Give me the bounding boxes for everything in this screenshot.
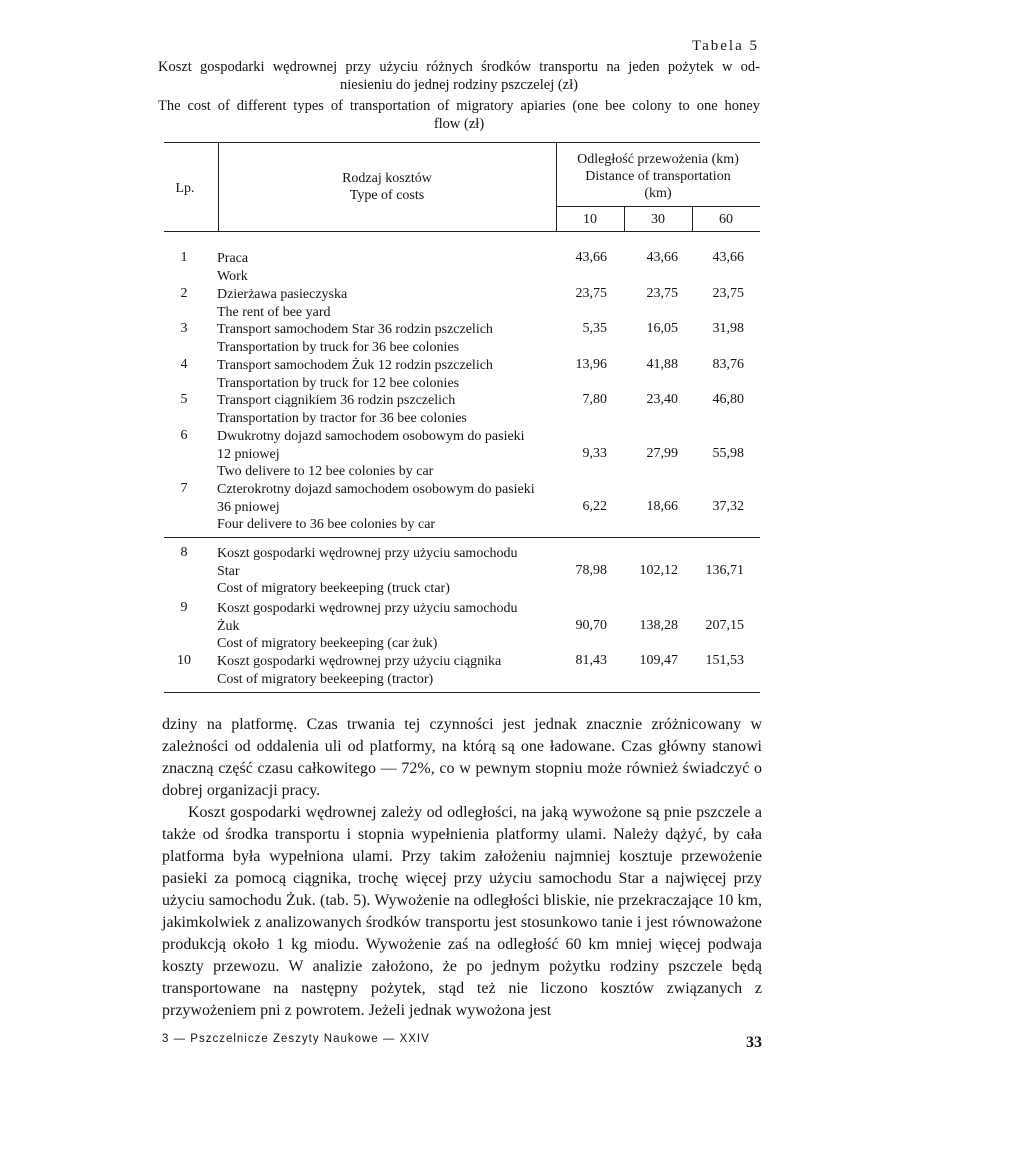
row-value-60km: 46,80 [712, 392, 744, 407]
row-value-30km: 138,28 [639, 617, 678, 633]
row-value-10km: 23,75 [575, 286, 607, 301]
row-description-line: Cost of migratory beekeeping (truck ctar) [217, 581, 450, 597]
caption-en-line-2: flow (zł) [433, 116, 485, 132]
row-number: 1 [180, 250, 188, 265]
row-description-line: Koszt gospodarki wędrownej przy użyciu ciągnika [217, 654, 502, 669]
row-description-line: 36 pniowej [217, 499, 280, 515]
row-description-line: Transportation by truck for 12 bee colonies [217, 375, 460, 391]
row-number: 7 [180, 481, 188, 496]
caption-pl-line-1: Koszt gospodarki wędrownej przy użyciu różnych środków transportu na jeden pożytek w od- [158, 59, 760, 75]
row-description-line: Praca [217, 251, 249, 266]
row-value-60km: 151,53 [705, 653, 744, 668]
row-value-60km: 83,76 [712, 357, 744, 372]
row-description [217, 481, 562, 534]
row-description-line: Czterokrotny dojazd samochodem osobowym do pasieki [217, 482, 535, 497]
row-value-30km: 41,88 [646, 357, 678, 372]
row-value-10km: 43,66 [575, 250, 607, 265]
row-description-line: Transport samochodem Star 36 rodzin pszczelich [217, 322, 493, 337]
table-summary-rule [164, 537, 760, 538]
row-description-line: Cost of migratory beekeeping (car żuk) [217, 636, 438, 652]
caption-pl-line-2: niesieniu do jednej rodziny pszczelej (zł) [340, 77, 578, 93]
table-header-rule [164, 231, 760, 232]
row-description-line: Four delivere to 36 bee colonies by car [217, 517, 436, 533]
header-distance-30: 30 [651, 212, 665, 227]
row-description [217, 357, 562, 392]
row-value-60km: 43,66 [712, 250, 744, 265]
row-number: 4 [180, 357, 188, 372]
table-top-rule [164, 142, 760, 143]
row-value-30km: 109,47 [639, 653, 678, 668]
body-text [162, 714, 762, 1022]
row-value-60km: 23,75 [712, 286, 744, 301]
row-description-line: Dzierżawa pasieczyska [217, 287, 348, 302]
header-distance-english: Distance of transportation [585, 169, 731, 184]
row-value-10km: 7,80 [582, 392, 607, 407]
table-bottom-rule [164, 692, 760, 693]
row-number: 8 [180, 545, 188, 560]
paragraph-1: dziny na platformę. Czas trwania tej czynności jest jednak znacznie zróżnicowany w zależności od oddalenia uli od platformy, na którą są one ładowane. Czas główny stanowi znaczną część czasu całkowitego — 72%, co w pewnym stopniu może również świadczyć o dobrej organizacji pracy. [162, 716, 762, 799]
header-lp: Lp. [175, 181, 195, 196]
row-value-60km: 207,15 [705, 617, 744, 633]
row-number: 3 [180, 321, 188, 336]
row-description [217, 600, 562, 653]
row-description-line: Transport samochodem Żuk 12 rodzin pszczelich [217, 358, 493, 373]
row-description [217, 653, 562, 688]
row-description [217, 250, 562, 285]
row-value-10km: 90,70 [575, 617, 607, 633]
row-number: 6 [180, 428, 188, 443]
row-description-line: Koszt gospodarki wędrownej przy użyciu samochodu [217, 601, 518, 616]
row-description-line: Star [217, 563, 240, 579]
row-value-30km: 18,66 [646, 498, 678, 514]
row-value-10km: 6,22 [582, 498, 607, 514]
row-value-10km: 78,98 [575, 562, 607, 578]
header-distance-polish: Odległość przewożenia (km) [577, 152, 739, 167]
row-value-60km: 31,98 [712, 321, 744, 336]
row-description-line: Work [217, 268, 248, 284]
paragraph-2: Koszt gospodarki wędrownej zależy od odległości, na jaką wywożone są pnie pszczele a także od środka transportu i stopnia wypełnienia platformy ulami. Należy dążyć, by cała platforma była wypełniona ulami. Przy takim założeniu najmniej kosztuje przewożenie pasieki za pomocą ciągnika, trochę więcej przy użyciu samochodu Star a najwięcej przy użyciu samochodu Żuk. (tab. 5). Wywożenie na odległości bliskie, nie przekraczające 10 km, jakimkolwiek z analizowanych środków transportu jest stosunkowo tanie i jest równoważone produkcją około 1 kg miodu. Wywożenie zaś na odległość 60 km mniej więcej podwaja koszty przewozu. W analizie założono, że po jednym pożytku rodziny pszczele będą transportowane na następny pożytek, stąd też nie liczono kosztów związanych z przywożeniem pni z powrotem. Jeżeli jednak wywożona jest [162, 804, 762, 1019]
row-number: 9 [180, 600, 188, 615]
row-value-30km: 16,05 [646, 321, 678, 336]
table-number: Tabela 5 [692, 38, 760, 54]
table-caption-english [158, 97, 760, 133]
row-description-line: Cost of migratory beekeeping (tractor) [217, 671, 434, 687]
row-value-30km: 102,12 [639, 562, 678, 578]
row-description [217, 545, 562, 598]
row-value-30km: 43,66 [646, 250, 678, 265]
header-distance-10: 10 [583, 212, 597, 227]
row-description-line: Transportation by truck for 36 bee colonies [217, 339, 460, 355]
distance-subheader-rule [556, 206, 760, 207]
row-value-30km: 27,99 [646, 445, 678, 461]
row-description-line: Dwukrotny dojazd samochodem osobowym do pasieki [217, 429, 525, 444]
row-value-30km: 23,40 [646, 392, 678, 407]
row-value-10km: 5,35 [582, 321, 607, 336]
row-value-10km: 81,43 [575, 653, 607, 668]
caption-en-line-1: The cost of different types of transportation of migratory apiaries (one bee colony to one honey [158, 98, 760, 114]
row-number: 2 [180, 286, 188, 301]
row-description-line: Transportation by tractor for 36 bee colonies [217, 410, 467, 426]
row-value-60km: 136,71 [705, 562, 744, 578]
row-value-60km: 37,32 [712, 498, 744, 514]
header-distance-60: 60 [719, 212, 733, 227]
row-value-10km: 13,96 [575, 357, 607, 372]
row-description [217, 321, 562, 356]
row-description-line: 12 pniowej [217, 446, 280, 462]
row-description-line: Żuk [217, 618, 240, 634]
row-number: 5 [180, 392, 188, 407]
row-description [217, 392, 562, 427]
header-type-polish: Rodzaj kosztów [342, 171, 432, 186]
row-description [217, 428, 562, 481]
row-number: 10 [177, 653, 191, 668]
table-caption-polish [158, 58, 760, 94]
page-number: 33 [746, 1034, 762, 1051]
row-value-10km: 9,33 [582, 445, 607, 461]
row-description-line: The rent of bee yard [217, 304, 331, 320]
journal-footer: 3 — Pszczelnicze Zeszyty Naukowe — XXIV [162, 1033, 430, 1045]
row-value-60km: 55,98 [712, 445, 744, 461]
row-description-line: Koszt gospodarki wędrownej przy użyciu samochodu [217, 546, 518, 561]
row-description-line: Transport ciągnikiem 36 rodzin pszczelich [217, 393, 456, 408]
row-value-30km: 23,75 [646, 286, 678, 301]
header-distance-unit: (km) [644, 186, 672, 201]
row-description-line: Two delivere to 12 bee colonies by car [217, 464, 434, 480]
header-type-english: Type of costs [349, 188, 425, 203]
row-description [217, 286, 562, 321]
